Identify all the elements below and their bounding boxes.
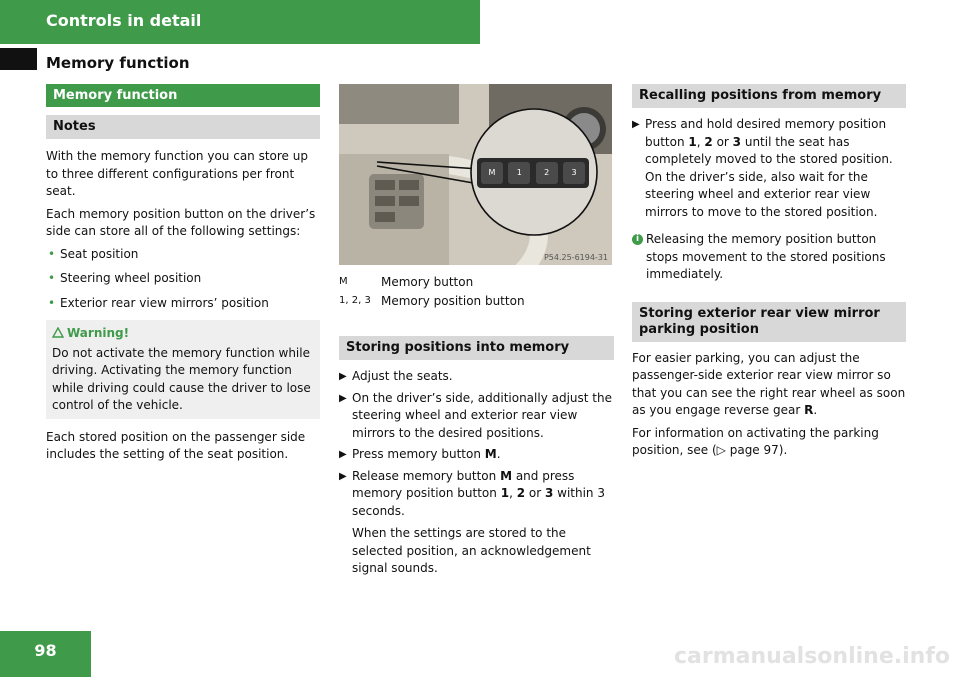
list-item: • Seat position — [48, 246, 139, 261]
list-item: • Steering wheel position — [48, 271, 202, 285]
mirror-paragraph: For easier parking, you can adjust the passenger-side exterior rear view mirror so that you can see the right rear wheel as soon as you engage reverse gear R. — [632, 350, 906, 417]
list-item: ▶ Press memory button M. — [339, 447, 501, 461]
list-item: ▶ Adjust the seats. — [339, 369, 453, 383]
watermark: carmanualsonline.info — [674, 644, 950, 669]
list-item: • Exterior rear view mirrors’ position — [48, 295, 269, 310]
info-icon: i — [632, 234, 643, 245]
section-header — [0, 0, 480, 44]
memory-function-heading: Memory function — [46, 84, 320, 107]
list-item: ▶ On the driver’s side, additionally adjust the steering wheel and exterior rear view mirrors to the desired positions. — [339, 390, 612, 440]
storing-heading: Storing positions into memory — [339, 336, 614, 360]
warning-title: Warning! — [52, 325, 314, 343]
memory-position-button-3: 3 — [563, 162, 585, 184]
legend-row — [339, 275, 612, 291]
legend-value: Memory position button — [381, 294, 525, 308]
info-note: i Releasing the memory position button stops movement to the stored positions immediately. — [632, 231, 906, 284]
page-number-tab — [0, 631, 91, 677]
legend-key: M — [339, 276, 348, 287]
warning-icon — [52, 327, 64, 338]
legend-value: Memory button — [381, 275, 474, 289]
warning-text: Do not activate the memory function while driving. Activating the memory function while driving could cause the driver to lose control of the vehicle. — [52, 345, 311, 412]
mirror-heading: Storing exterior rear view mirror parking position — [632, 302, 906, 342]
parking-reference-paragraph: For information on activating the parking position, see (▷ page 97). — [632, 425, 879, 457]
left-column — [46, 84, 320, 469]
legend-row — [339, 294, 612, 310]
recalling-heading: Recalling positions from memory — [632, 84, 906, 108]
section-marker — [0, 48, 37, 70]
memory-button: M — [481, 162, 503, 184]
intro-paragraph: With the memory function you can store up to three different configurations per front seat. — [46, 149, 308, 198]
list-item: ▶ Press and hold desired memory position button 1, 2 or 3 until the seat has completely moved to the stored position. On the driver’s side, also wait for the steering wheel and exterior rear view mirrors to move to the stored position. — [632, 117, 893, 219]
warning-box — [46, 320, 320, 419]
middle-column — [339, 336, 614, 578]
legend-key: 1, 2, 3 — [339, 295, 371, 306]
memory-position-button-1: 1 — [508, 162, 530, 184]
section-title: Controls in detail — [46, 11, 202, 30]
photo-code: P54.25-6194-31 — [543, 253, 608, 262]
step-note: When the settings are stored to the selected position, an acknowledgement signal sounds. — [352, 526, 591, 575]
passenger-paragraph: Each stored position on the passenger side includes the setting of the seat position. — [46, 429, 306, 461]
settings-paragraph: Each memory position button on the driver’s side can store all of the following settings: — [46, 206, 316, 238]
right-column — [632, 84, 906, 465]
notes-heading: Notes — [46, 115, 320, 139]
memory-position-button-2: 2 — [536, 162, 558, 184]
memory-buttons-photo — [339, 84, 612, 265]
page-subtitle: Memory function — [46, 54, 190, 72]
list-item: ▶ Release memory button M and press memory position button 1, 2 or 3 within 3 seconds. — [339, 468, 605, 518]
page-number: 98 — [34, 641, 57, 660]
